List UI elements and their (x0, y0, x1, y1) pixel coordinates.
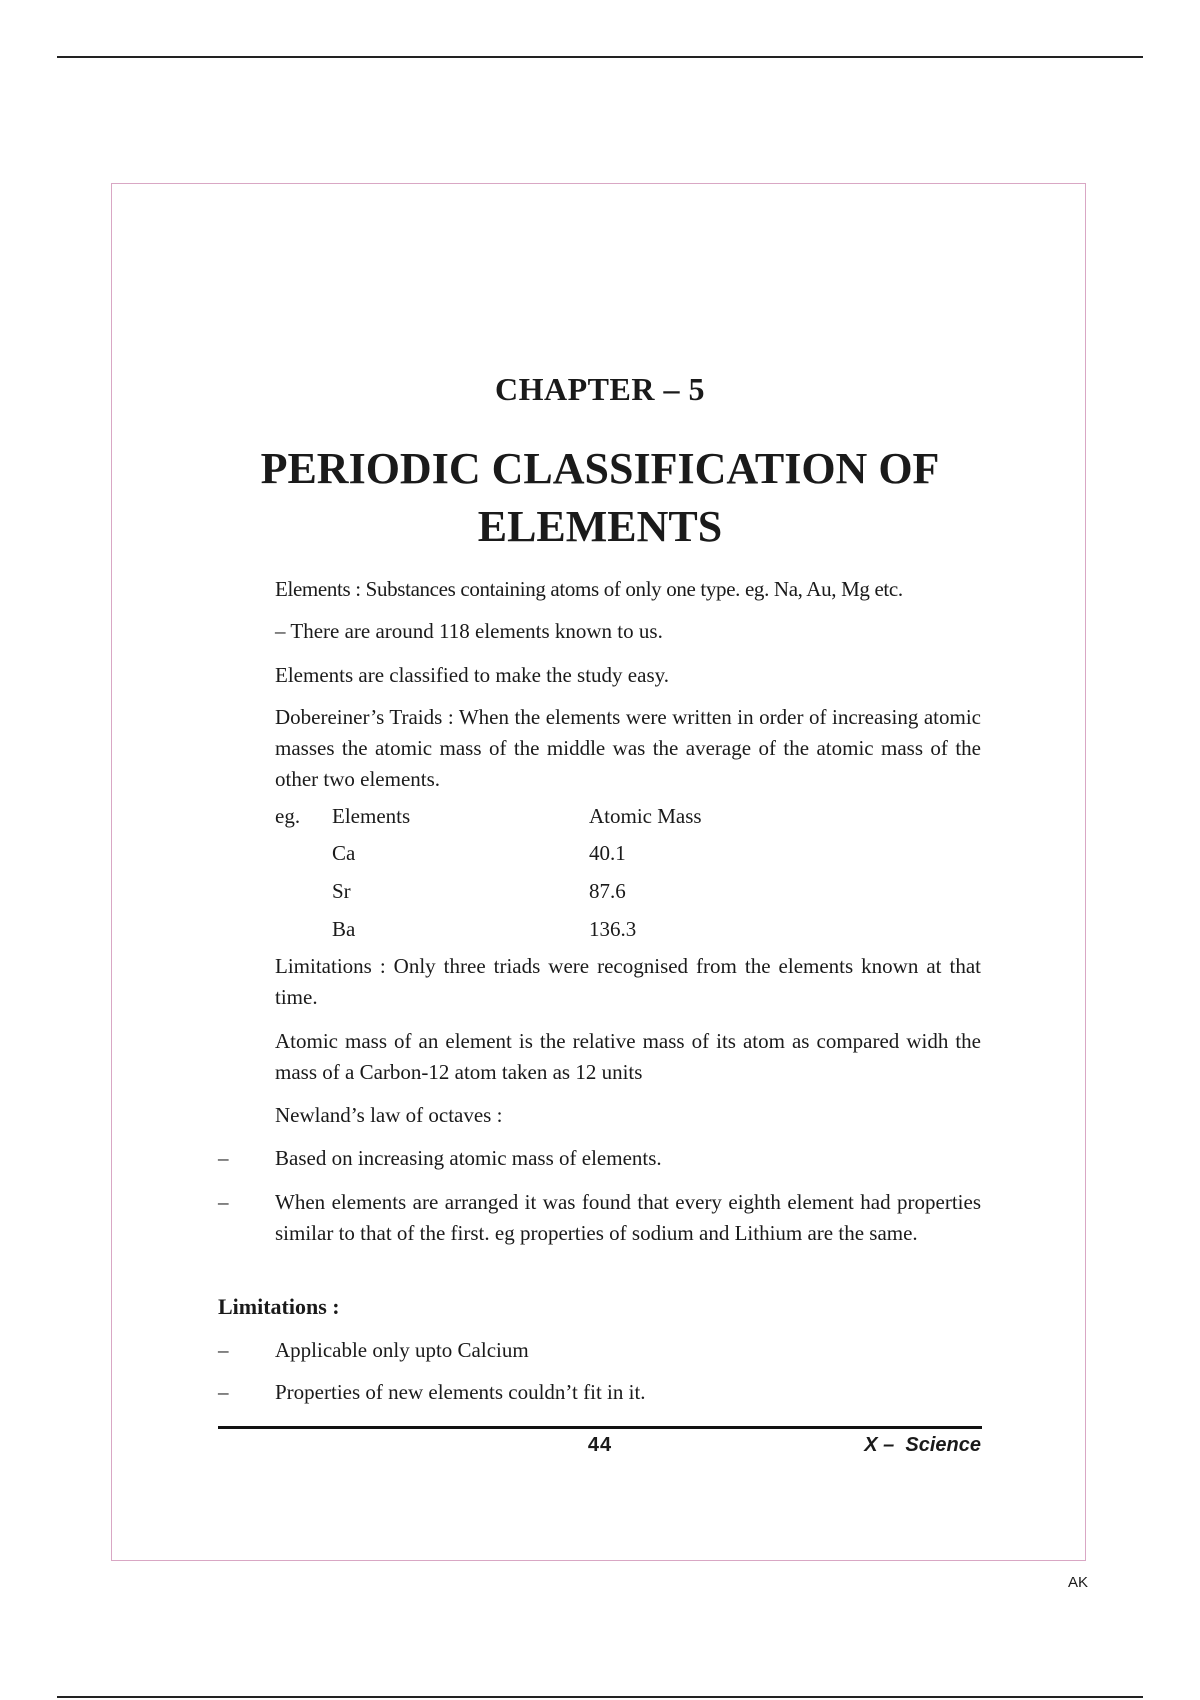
table-prefix: eg. (275, 804, 301, 828)
paragraph-classified: Elements are classified to make the study easy. (275, 663, 670, 687)
limitation-point: Properties of new elements couldn’t fit in it. (275, 1380, 646, 1404)
chapter-title (0, 440, 1200, 556)
chapter-label: CHAPTER – 5 (495, 371, 705, 407)
top-rule (57, 56, 1143, 58)
bottom-rule (57, 1696, 1143, 1698)
paragraph-newland: Newland’s law of octaves : (275, 1103, 503, 1127)
corner-mark: AK (1068, 1574, 1089, 1591)
paragraph-triad-limitations: Limitations : Only three triads were recognised from the elements known at that time. (275, 954, 981, 1009)
limitations-heading: Limitations : (218, 1294, 340, 1319)
footer-rule (218, 1426, 982, 1429)
paragraph-elements: Elements : Substances containing atoms of only one type. eg. Na, Au, Mg etc. (275, 577, 903, 601)
dash-bullet: – (218, 1146, 229, 1170)
paragraph-atomic-mass: Atomic mass of an element is the relative mass of its atom as compared widh the mass of a Carbon-12 atom taken as 12 units (275, 1029, 981, 1084)
dash-bullet: – (218, 1338, 229, 1362)
table-cell-mass: 40.1 (589, 841, 626, 865)
chapter-title-line1: PERIODIC CLASSIFICATION OF (260, 444, 940, 493)
dash-bullet: – (218, 1380, 229, 1404)
table-cell-element: Ca (332, 841, 356, 865)
table-cell-mass: 87.6 (589, 879, 626, 903)
table-header-atomic-mass: Atomic Mass (589, 804, 702, 828)
chapter-title-line2: ELEMENTS (477, 502, 723, 551)
paragraph-dobereiner: Dobereiner’s Traids : When the elements were written in order of increasing atomic masses the atomic mass of the middle was the average of the atomic mass of the other two elements. (275, 705, 981, 791)
limitation-point: Applicable only upto Calcium (275, 1338, 529, 1362)
newland-point: When elements are arranged it was found that every eighth element had properties similar to that of the first. eg properties of sodium and Lithium are the same. (275, 1190, 981, 1245)
newland-point: Based on increasing atomic mass of elements. (275, 1146, 662, 1170)
table-cell-element: Ba (332, 917, 356, 941)
table-cell-mass: 136.3 (589, 917, 637, 941)
dash-bullet: – (218, 1190, 229, 1214)
table-cell-element: Sr (332, 879, 351, 903)
footer-subject: X – Science (864, 1434, 981, 1456)
paragraph-element-count: – There are around 118 elements known to us. (275, 619, 663, 643)
page-number: 44 (587, 1434, 613, 1456)
table-header-elements: Elements (332, 804, 411, 828)
